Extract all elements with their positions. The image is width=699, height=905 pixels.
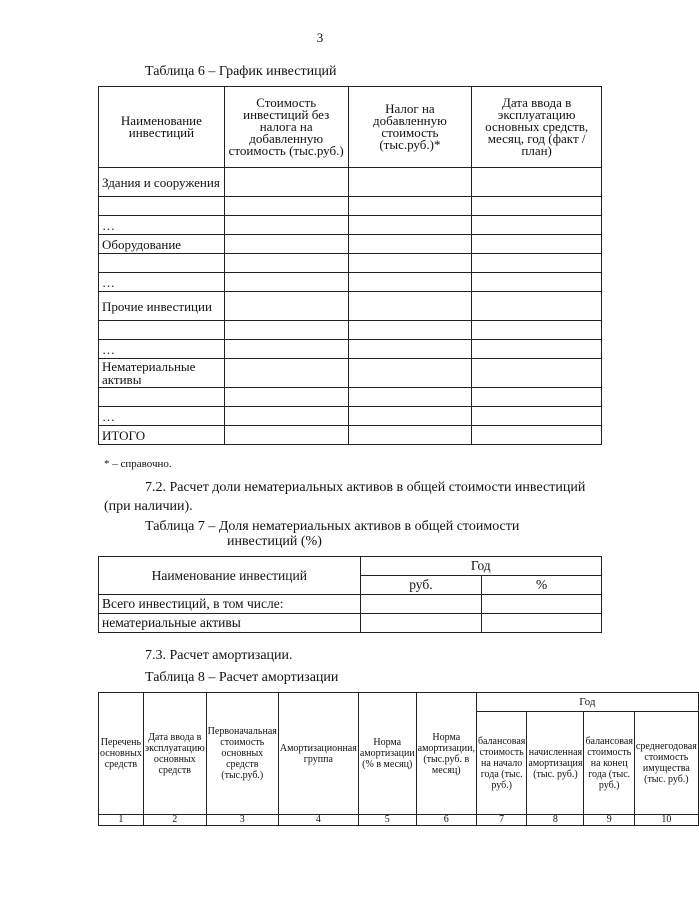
t6-row-label — [99, 321, 225, 340]
t8-header-rate-rub: Норма амортизации, (тыс.руб. в месяц) — [416, 693, 476, 815]
t8-col-number: 6 — [416, 815, 476, 826]
t8-col-number: 2 — [143, 815, 206, 826]
t7-header-year: Год — [360, 557, 601, 576]
t6-row-label: Оборудование — [99, 235, 225, 254]
page-number: 3 — [316, 30, 324, 45]
t6-row-label: Прочие инвестиции — [99, 292, 225, 321]
t8-header-accrued: начисленная амортизация (тыс. руб.) — [527, 712, 584, 815]
t6-row-label — [99, 388, 225, 407]
t6-row-label: Нематериальные активы — [99, 359, 225, 388]
t6-row-label: … — [99, 273, 225, 292]
t6-row-label: … — [99, 216, 225, 235]
t7-header-pct: % — [482, 576, 602, 595]
t8-col-number: 7 — [476, 815, 526, 826]
t6-row-label — [99, 197, 225, 216]
t7-header-name: Наименование инвестиций — [99, 557, 361, 595]
t8-col-number: 4 — [278, 815, 358, 826]
t8-header-bv-start: балансовая стоимость на начало года (тыс. руб.) — [476, 712, 526, 815]
section-7-2-line2: (при наличии). — [104, 499, 193, 514]
investment-schedule-table — [98, 86, 602, 445]
t8-header-date: Дата ввода в эксплуатацию основных средств — [143, 693, 206, 815]
table7-caption-line2: инвестиций (%) — [227, 534, 322, 549]
t8-col-number: 10 — [634, 815, 698, 826]
t7-row-total: Всего инвестиций, в том числе: — [99, 595, 361, 614]
t6-row-label: … — [99, 340, 225, 359]
t6-header-vat: Налог на добавленную стоимость (тыс.руб.)* — [348, 87, 472, 168]
t8-header-avg-value: среднегодовая стоимость имущества (тыс. руб.) — [634, 712, 698, 815]
table6-caption: Таблица 6 – График инвестиций — [145, 64, 337, 79]
t8-col-number: 9 — [584, 815, 634, 826]
t6-total-label: ИТОГО — [99, 426, 225, 445]
table6-footnote: * – справочно. — [104, 458, 172, 470]
intangible-share-table — [98, 556, 602, 633]
t6-row-label: … — [99, 407, 225, 426]
t8-col-number: 8 — [527, 815, 584, 826]
t8-header-bv-end: балансовая стоимость на конец года (тыс. руб.) — [584, 712, 634, 815]
t6-header-cost: Стоимость инвестиций без налога на добавленную стоимость (тыс.руб.) — [224, 87, 348, 168]
table7-caption-line1: Таблица 7 – Доля нематериальных активов в общей стоимости — [145, 519, 520, 534]
t6-row-label — [99, 254, 225, 273]
t8-col-number: 1 — [99, 815, 144, 826]
section-7-2-line1: 7.2. Расчет доли нематериальных активов в общей стоимости инвестиций — [145, 480, 586, 495]
t8-col-number: 5 — [358, 815, 416, 826]
t6-header-date: Дата ввода в эксплуатацию основных средств, месяц, год (факт / план) — [472, 87, 602, 168]
t6-row-label: Здания и сооружения — [99, 168, 225, 197]
section-7-3: 7.3. Расчет амортизации. — [145, 648, 293, 663]
t8-header-group: Амортизационная группа — [278, 693, 358, 815]
t7-header-rub: руб. — [360, 576, 482, 595]
table8-caption: Таблица 8 – Расчет амортизации — [145, 670, 339, 685]
depreciation-table — [98, 692, 699, 826]
t7-row-intangible: нематериальные активы — [99, 614, 361, 633]
t8-header-year: Год — [476, 693, 698, 712]
t8-col-number: 3 — [206, 815, 278, 826]
t8-header-initial-cost: Первоначальная стоимость основных средств (тыс.руб.) — [206, 693, 278, 815]
t8-header-rate-pct: Норма амортизации (% в месяц) — [358, 693, 416, 815]
t6-header-name: Наименование инвестиций — [99, 87, 225, 168]
t8-header-assets: Перечень основных средств — [99, 693, 144, 815]
